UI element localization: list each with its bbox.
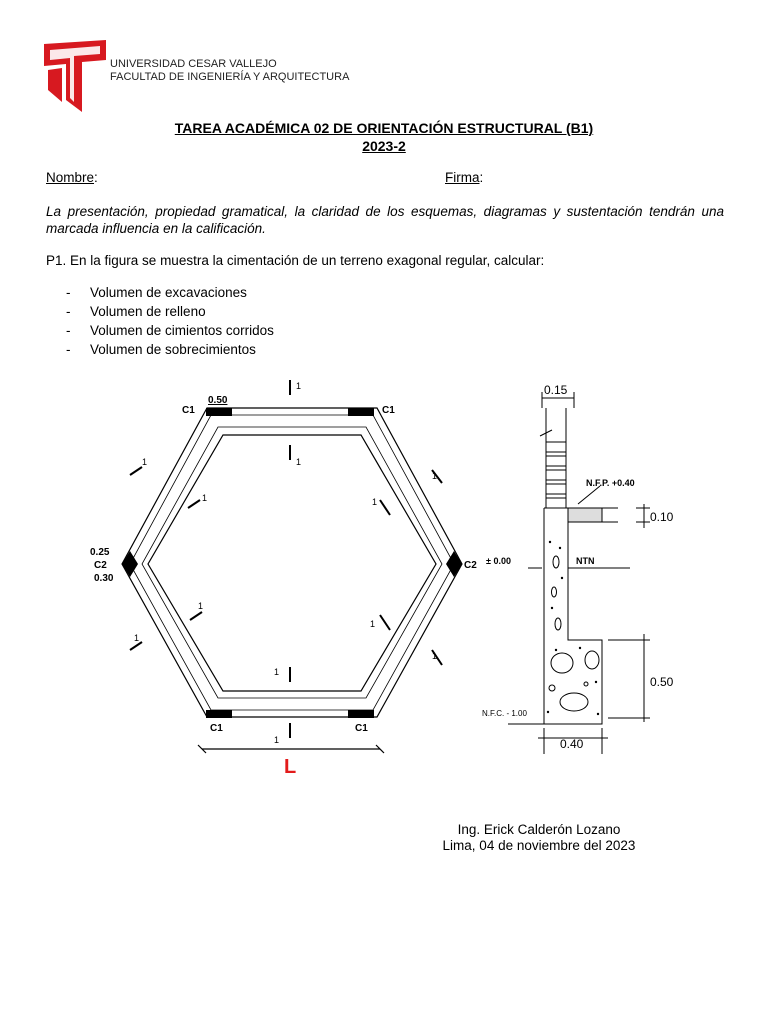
dim-050-label: 0.50 <box>208 395 228 406</box>
c1-label: C1 <box>355 723 368 734</box>
document-term: 2023-2 <box>362 138 406 154</box>
university-logo <box>44 40 106 112</box>
cut-label: 1 <box>432 651 438 661</box>
document-title: TAREA ACADÉMICA 02 DE ORIENTACIÓN ESTRUCTURAL (B1) <box>174 120 594 136</box>
name-label: Nombre <box>46 170 95 185</box>
cut-label: 1 <box>372 497 378 507</box>
cut-mark <box>190 612 202 620</box>
cut-label: 1 <box>296 381 302 391</box>
list-item: - Volumen de sobrecimientos <box>66 342 256 357</box>
cut-label: 1 <box>296 457 302 467</box>
section-outline <box>544 508 602 724</box>
cut-label: 1 <box>274 667 280 677</box>
column-c1-bottom-right <box>348 710 374 718</box>
ntn-label: NTN <box>576 556 595 566</box>
name-colon: : <box>94 170 98 185</box>
signature-field <box>445 170 483 185</box>
footing-inner-line <box>142 427 442 698</box>
dim-010-label: 0.10 <box>650 510 674 524</box>
column-c1-top-left <box>206 408 232 416</box>
cut-mark <box>380 500 390 515</box>
university-name: UNIVERSIDAD CESAR VALLEJO <box>110 58 277 70</box>
outer-wall-line <box>122 408 462 717</box>
list-item: - Volumen de relleno <box>66 304 206 319</box>
cut-mark <box>130 642 142 650</box>
hexagon-foundation-plan <box>80 375 490 780</box>
foundation-section-detail <box>468 378 678 758</box>
dim-050-label: 0.50 <box>650 675 674 689</box>
nfp-label: N.F.P. +0.40 <box>586 478 635 488</box>
column-c2-left <box>122 551 138 577</box>
column-c2-right <box>446 551 462 577</box>
length-label: L <box>284 756 297 778</box>
signature-label: Firma <box>445 170 480 185</box>
floor-slab <box>568 508 602 522</box>
signature-block <box>430 822 648 854</box>
c2-label: C2 <box>94 560 107 571</box>
c1-label: C1 <box>382 405 395 416</box>
nfc-label: N.F.C. - 1.00 <box>482 709 527 718</box>
cut-label: 1 <box>142 457 148 467</box>
cut-mark <box>188 500 200 508</box>
dim-015-label: 0.15 <box>544 383 568 397</box>
cut-label: 1 <box>370 619 376 629</box>
cut-label: 1 <box>432 471 438 481</box>
cut-label: 1 <box>134 633 140 643</box>
dim-030-label: 0.30 <box>94 573 114 584</box>
signature-colon: : <box>479 170 484 185</box>
grading-note: La presentación, propiedad gramatical, la claridad de los esquemas, diagramas y sustentación tendrán una marcada influencia en la calificación. <box>46 204 724 236</box>
dim-025-label: 0.25 <box>90 547 110 558</box>
column-c1-bottom-left <box>206 710 232 718</box>
c1-label: C1 <box>210 723 223 734</box>
c1-label: C1 <box>182 405 195 416</box>
name-field <box>46 170 98 185</box>
engineer-name: Ing. Erick Calderón Lozano <box>457 822 621 837</box>
cut-label: 1 <box>198 601 204 611</box>
dim-040-label: 0.40 <box>560 737 584 751</box>
cut-mark <box>130 467 142 475</box>
zero-level-label: ± 0.00 <box>486 556 511 566</box>
place-date: Lima, 04 de noviembre del 2023 <box>442 838 636 853</box>
cut-label: 1 <box>202 493 208 503</box>
list-item: - Volumen de excavaciones <box>66 285 247 300</box>
institution-block <box>110 58 349 84</box>
problem-statement: P1. En la figura se muestra la cimentación de un terreno exagonal regular, calcular: <box>46 253 545 268</box>
cut-mark <box>380 615 390 630</box>
column-c1-top-right <box>348 408 374 416</box>
task-list <box>66 285 274 361</box>
faculty-name: FACULTAD DE INGENIERÍA Y ARQUITECTURA <box>110 71 350 83</box>
inner-wall-line <box>148 435 436 691</box>
list-item: - Volumen de cimientos corridos <box>66 323 274 338</box>
c2-label: C2 <box>464 560 477 571</box>
cut-label: 1 <box>274 735 280 745</box>
